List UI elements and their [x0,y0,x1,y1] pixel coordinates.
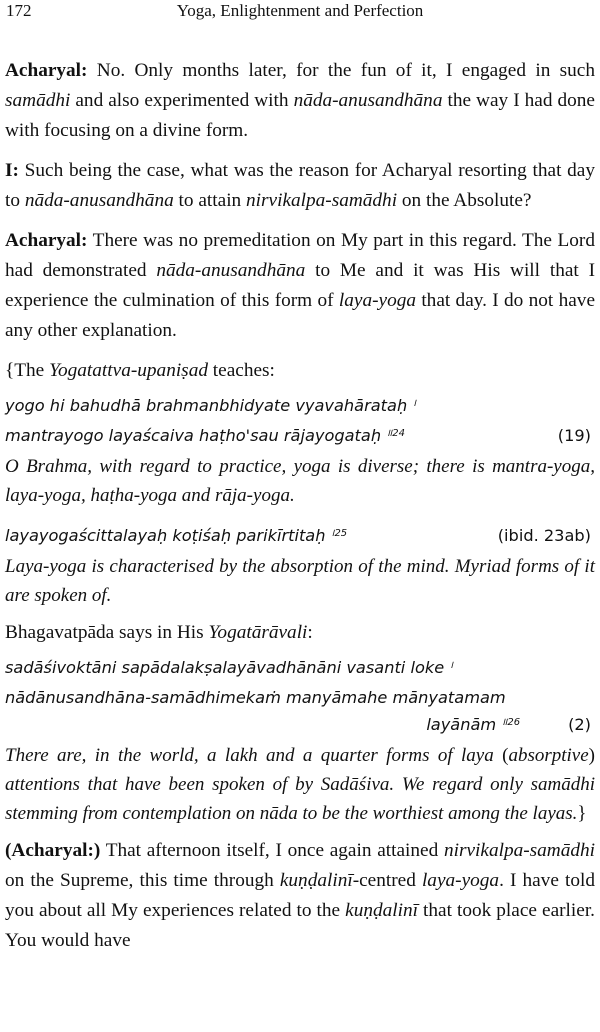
quote-intro-2: Bhagavatpāda says in His Yogatārāvali: [5,622,313,643]
dialogue-paragraph-2: I: Such being the case, what was the reason for Acharyal resorting that day to nāda-anusandhāna to attain nirvikalpa-samādhi on the Absolute? [5,160,595,211]
speaker-label: (Acharyal:) [5,840,101,861]
verse-line: layayogaścittalayaḥ koṭiśaḥ parikīrtitaḥ $^{।25}$ (ibid. 23ab) [5,522,595,552]
verse-reference: (ibid. 23ab) [497,526,591,545]
speaker-label: I: [5,160,19,181]
speaker-label: Acharyal: [5,60,88,81]
sanskrit-verse-3 [5,654,595,741]
dialogue-paragraph-1: Acharyal: No. Only months later, for the fun of it, I engaged in such samādhi and also experimented with nāda-anusandhāna the way I had done with focusing on a divine form. [5,60,595,141]
verse-line: layānām $^{॥26}$ (2) [426,715,591,734]
verse-reference: (2) [568,715,591,734]
verse-line: mantrayogo layaścaiva haṭho'sau rājayogataḥ $^{॥24}$ (19) [5,422,595,452]
verse-line: nādānusandhāna-samādhimekaṁ manyāmahe mānyatamam [5,688,506,707]
verse-translation-2: Laya-yoga is characterised by the absorption of the mind. Myriad forms of it are spoken of. [5,556,595,606]
quote-intro: {The Yogatattva-upaniṣad teaches: [5,360,275,381]
sanskrit-verse-1 [5,392,595,452]
page-header [6,0,594,26]
page-number: 172 [6,1,32,20]
sanskrit-verse-2 [5,522,595,552]
page-body [5,56,595,956]
verse-line: yogo hi bahudhā brahmanbhidyate vyavahārataḥ । [5,396,417,415]
dialogue-paragraph-3: Acharyal: There was no premeditation on My part in this regard. The Lord had demonstrated nāda-anusandhāna to Me and it was His will that I experience the culmination of this form of laya-yoga that day. I do not have any other explanation. [5,230,596,341]
speaker-label: Acharyal: [5,230,88,251]
verse-reference: (19) [557,426,591,445]
running-title: Yoga, Enlightenment and Perfection [176,1,424,20]
dialogue-paragraph-4: (Acharyal:) That afternoon itself, I once again attained nirvikalpa-samādhi on the Supreme, this time through kuṇḍalinī-centred laya-yoga. I have told you about all My experiences related to the kuṇḍalinī that took place earlier. You would have [5,840,595,951]
verse-line: sadāśivoktāni sapādalakṣalayāvadhānāni vasanti loke । [5,658,454,677]
verse-translation-1: O Brahma, with regard to practice, yoga is diverse; there is mantra-yoga, laya-yoga, haṭha-yoga and rāja-yoga. [5,456,595,506]
verse-translation-3: There are, in the world, a lakh and a quarter forms of laya (absorptive) attentions that have been spoken of by Sadāśiva. We regard only samādhi stemming from contemplation on nāda to be the worthiest among the layas.} [5,745,595,824]
